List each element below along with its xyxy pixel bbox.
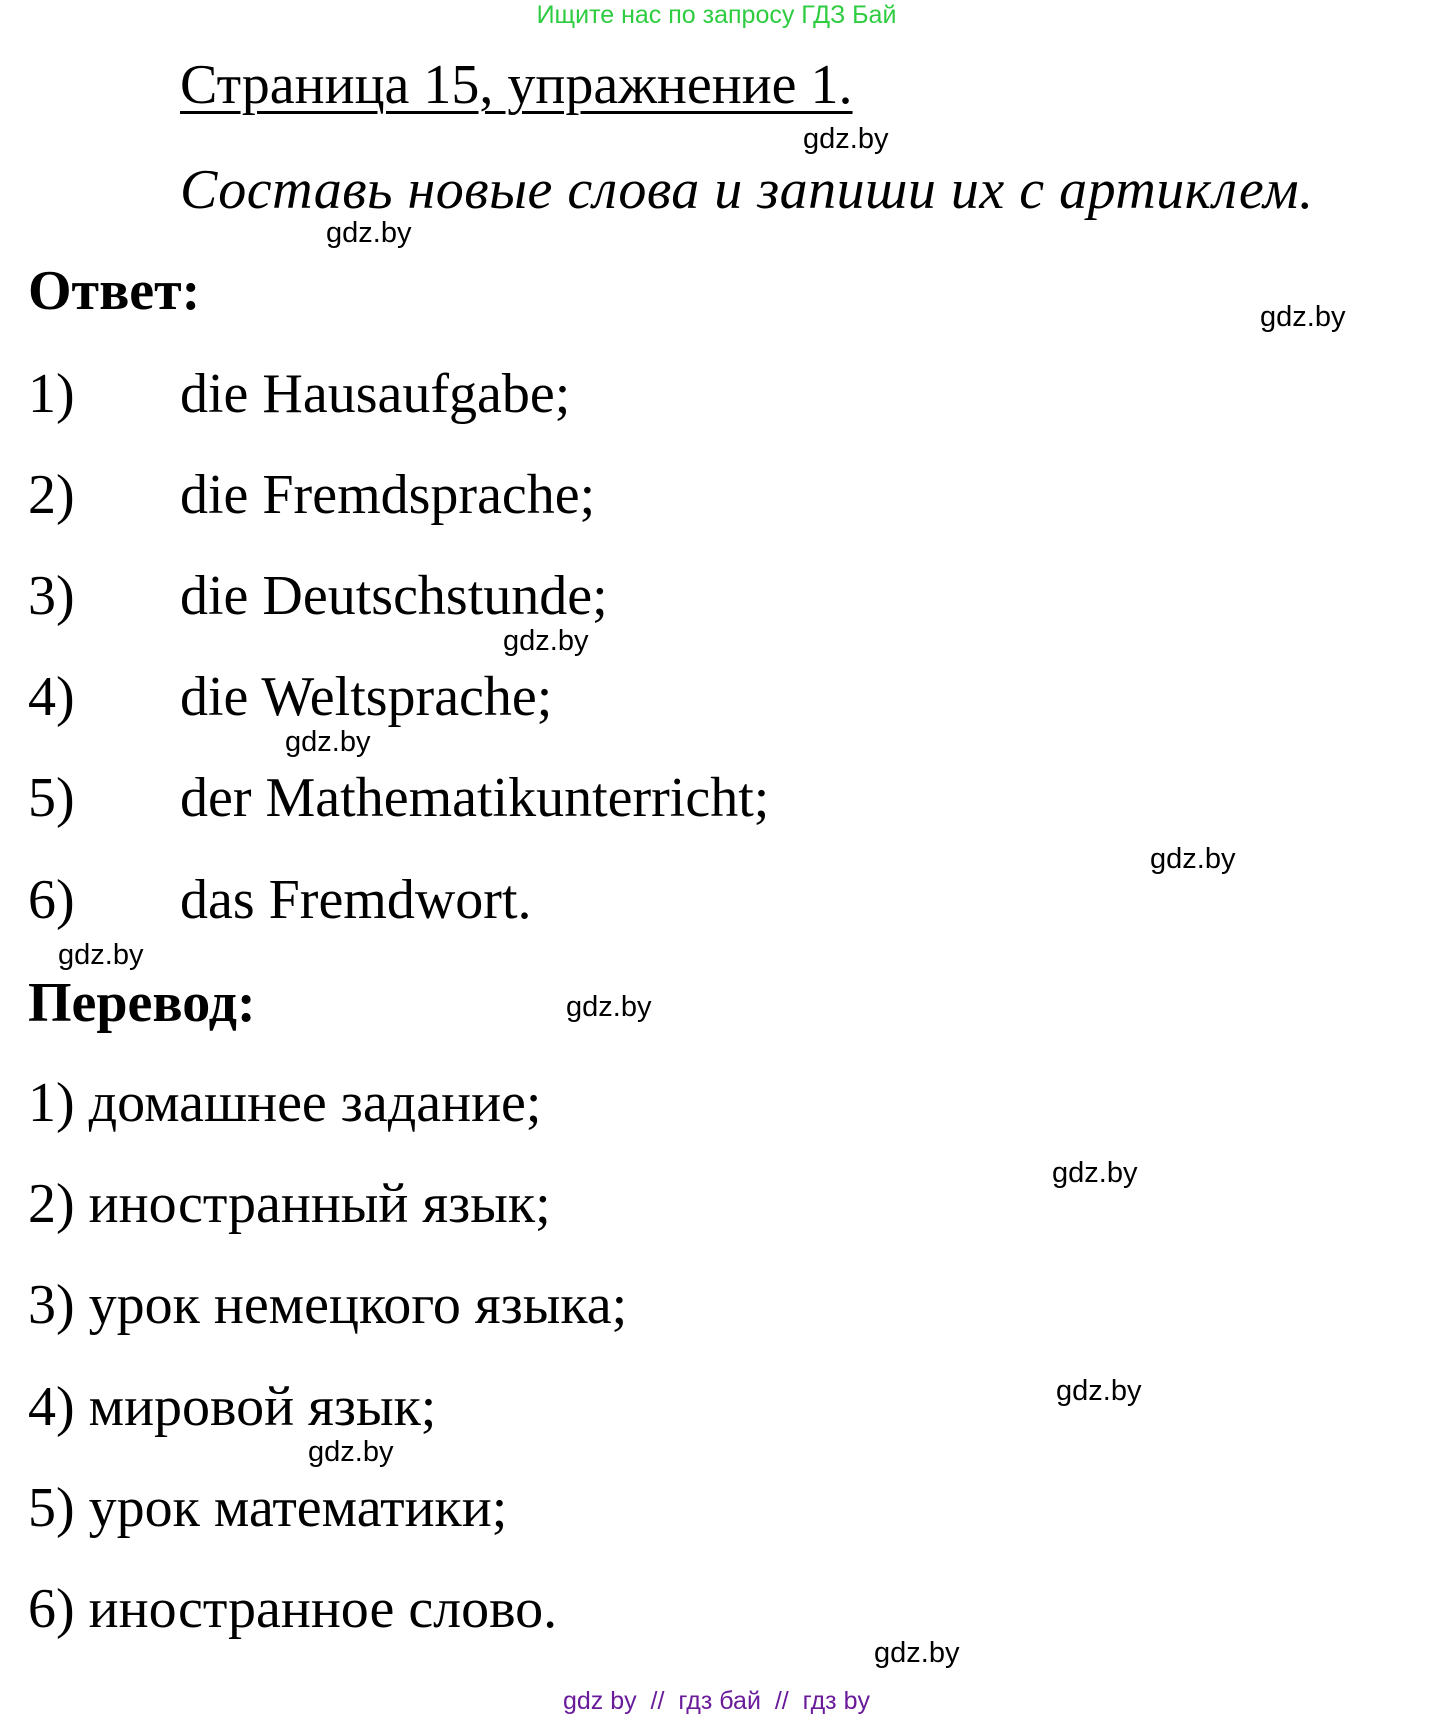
answer-item-text: die Weltsprache;	[180, 666, 553, 728]
watermark: gdz.by	[58, 939, 144, 971]
watermark: gdz.by	[803, 123, 889, 155]
answer-item-text: das Fremdwort.	[180, 869, 532, 931]
task-text: Составь новые слова и запиши их с артиклем.	[180, 159, 1314, 221]
answer-item-number: 2)	[28, 464, 75, 526]
answer-item-number: 1)	[28, 363, 75, 425]
watermark: gdz.by	[326, 217, 412, 249]
translation-item: 5) урок математики;	[28, 1477, 508, 1539]
answer-item-number: 4)	[28, 666, 75, 728]
top-banner-link[interactable]: Ищите нас по запросу ГДЗ Бай	[536, 1, 897, 29]
translation-item: 2) иностранный язык;	[28, 1173, 551, 1235]
watermark: gdz.by	[566, 991, 652, 1023]
answer-item-text: die Fremdsprache;	[180, 464, 596, 526]
page-title: Страница 15, упражнение 1.	[180, 54, 853, 116]
translation-item: 4) мировой язык;	[28, 1376, 437, 1438]
answer-item-number: 5)	[28, 767, 75, 829]
translation-item: 3) урок немецкого языка;	[28, 1274, 628, 1336]
answer-item-number: 3)	[28, 565, 75, 627]
watermark: gdz.by	[308, 1436, 394, 1468]
answer-item-text: die Deutschstunde;	[180, 565, 608, 627]
translation-item: 1) домашнее задание;	[28, 1072, 542, 1134]
watermark: gdz.by	[874, 1637, 960, 1669]
watermark: gdz.by	[1150, 843, 1236, 875]
answer-item-text: der Mathematikunterricht;	[180, 767, 770, 829]
watermark: gdz.by	[503, 625, 589, 657]
watermark: gdz.by	[1260, 301, 1346, 333]
answer-item-text: die Hausaufgabe;	[180, 363, 571, 425]
watermark: gdz.by	[285, 726, 371, 758]
answer-item-number: 6)	[28, 869, 75, 931]
translation-heading: Перевод:	[28, 972, 256, 1034]
footer-links[interactable]: gdz by // гдз бай // гдз by	[562, 1687, 870, 1715]
translation-item: 6) иностранное слово.	[28, 1578, 558, 1640]
watermark: gdz.by	[1056, 1375, 1142, 1407]
answer-heading: Ответ:	[28, 260, 201, 322]
watermark: gdz.by	[1052, 1157, 1138, 1189]
